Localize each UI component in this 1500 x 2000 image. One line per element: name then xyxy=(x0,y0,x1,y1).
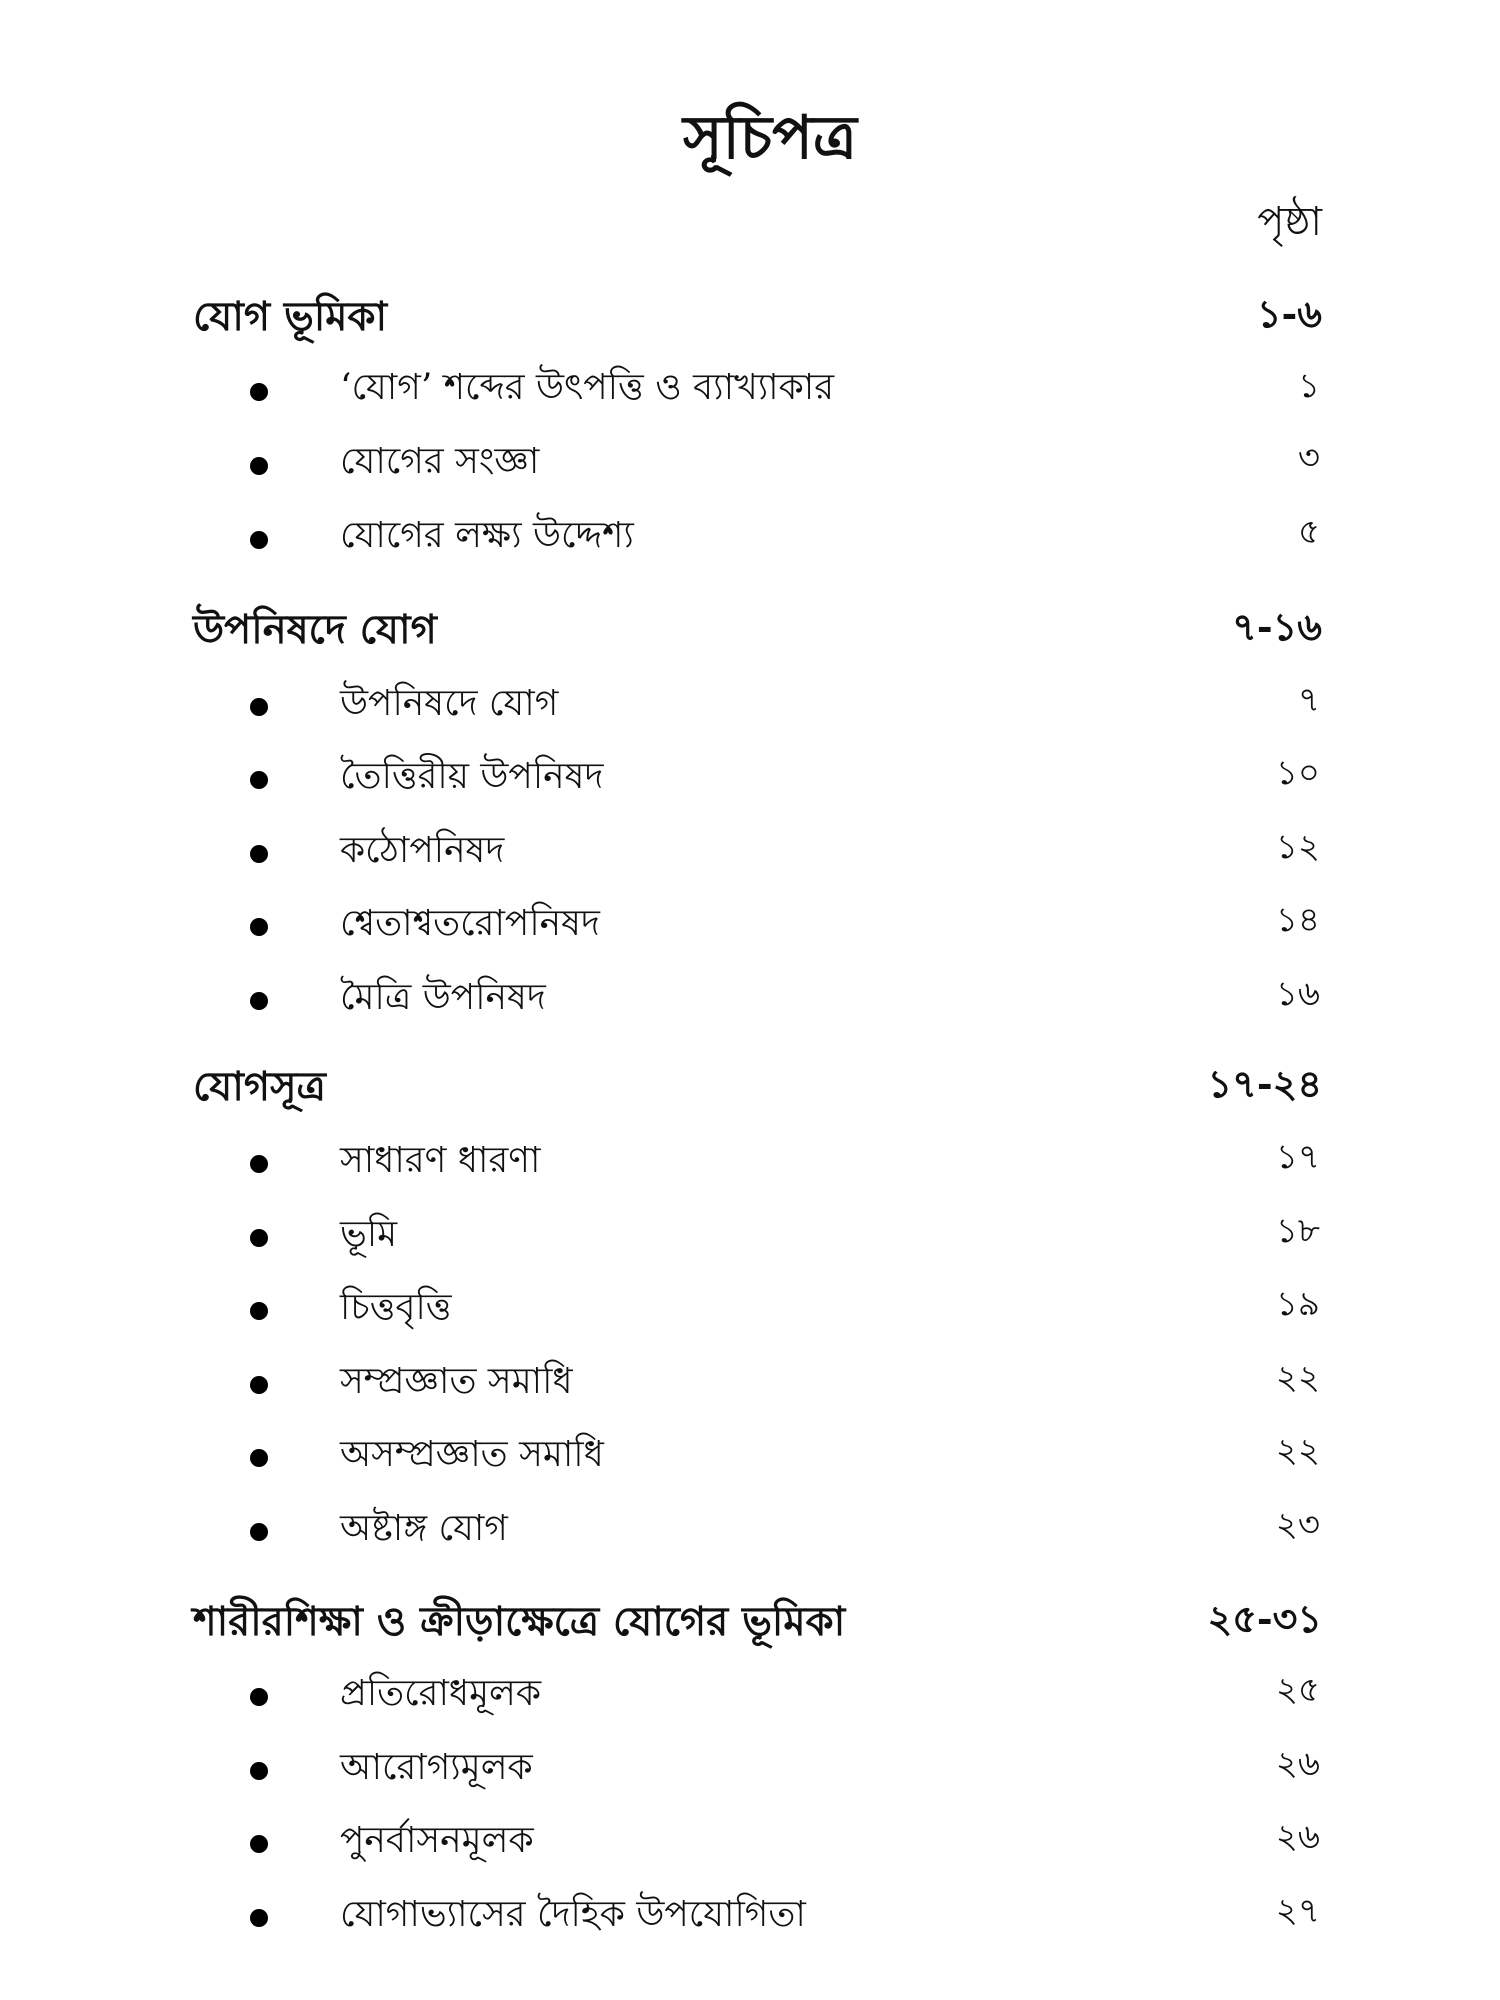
section-page-range: ৭-১৬ xyxy=(1232,604,1322,649)
bullet-icon xyxy=(250,1909,268,1927)
bullet-icon xyxy=(250,698,268,716)
toc-item-label: মৈত্রি উপনিষদ xyxy=(340,977,546,1018)
section-page-range: ১-৬ xyxy=(1256,291,1322,336)
toc-item-label: শ্বেতাশ্বতরোপনিষদ xyxy=(340,903,600,944)
toc-item-page: ১২ xyxy=(1275,827,1320,867)
toc-item-page: ২৬ xyxy=(1275,1817,1320,1857)
toc-item-page: ১০ xyxy=(1275,753,1320,793)
bullet-icon xyxy=(250,1762,268,1780)
section-title: উপনিষদে যোগ xyxy=(193,606,437,653)
toc-item-label: উপনিষদে যোগ xyxy=(340,683,559,724)
toc-item-page: ২৭ xyxy=(1275,1891,1320,1931)
toc-item-label: যোগাভ্যাসের দৈহিক উপযোগিতা xyxy=(340,1894,806,1935)
toc-item-page: ১ xyxy=(1297,366,1320,406)
toc-item-page: ২৫ xyxy=(1275,1670,1320,1710)
toc-item-label: ‘যোগ’ শব্দের উৎপত্তি ও ব্যাখ্যাকার xyxy=(340,367,835,408)
toc-item-label: ভূমি xyxy=(340,1214,398,1255)
page-title: সূচিপত্র xyxy=(683,103,857,173)
toc-item-label: পুনর্বাসনমূলক xyxy=(340,1820,534,1861)
page-column-header: পৃষ্ঠা xyxy=(1257,199,1322,245)
toc-item-label: সাধারণ ধারণা xyxy=(340,1140,541,1181)
toc-item-label: কঠোপনিষদ xyxy=(340,830,505,871)
toc-item-label: তৈত্তিরীয় উপনিষদ xyxy=(340,756,604,797)
toc-item-page: ২২ xyxy=(1275,1431,1320,1471)
toc-item-page: ১৮ xyxy=(1275,1211,1320,1251)
bullet-icon xyxy=(250,1155,268,1173)
section-title: যোগ ভূমিকা xyxy=(193,293,388,340)
bullet-icon xyxy=(250,918,268,936)
bullet-icon xyxy=(250,1302,268,1320)
toc-item-page: ৭ xyxy=(1297,680,1320,720)
bullet-icon xyxy=(250,1835,268,1853)
toc-item-label: অসম্প্রজ্ঞাত সমাধি xyxy=(340,1434,604,1475)
toc-item-page: ১৪ xyxy=(1275,900,1320,940)
bullet-icon xyxy=(250,531,268,549)
toc-item-page: ১৭ xyxy=(1275,1137,1320,1177)
toc-item-label: সম্প্রজ্ঞাত সমাধি xyxy=(340,1361,573,1402)
toc-item-page: ২৩ xyxy=(1275,1505,1320,1545)
toc-item-page: ৩ xyxy=(1297,438,1320,478)
bullet-icon xyxy=(250,383,268,401)
toc-item-label: প্রতিরোধমূলক xyxy=(340,1673,542,1714)
bullet-icon xyxy=(250,771,268,789)
bullet-icon xyxy=(250,1449,268,1467)
toc-item-label: অষ্টাঙ্গ যোগ xyxy=(340,1508,508,1549)
bullet-icon xyxy=(250,1229,268,1247)
bullet-icon xyxy=(250,845,268,863)
toc-item-label: যোগের লক্ষ্য উদ্দেশ্য xyxy=(340,515,634,556)
bullet-icon xyxy=(250,1523,268,1541)
bullet-icon xyxy=(250,457,268,475)
section-title: যোগসূত্র xyxy=(193,1063,326,1110)
toc-item-page: ২২ xyxy=(1275,1358,1320,1398)
toc-item-label: চিত্তবৃত্তি xyxy=(340,1287,452,1328)
bullet-icon xyxy=(250,1688,268,1706)
section-page-range: ২৫-৩১ xyxy=(1207,1596,1322,1641)
bullet-icon xyxy=(250,992,268,1010)
toc-item-page: ১৬ xyxy=(1275,974,1320,1014)
section-title: শারীরশিক্ষা ও ক্রীড়াক্ষেত্রে যোগের ভূমিকা xyxy=(193,1598,846,1645)
toc-item-page: ১৯ xyxy=(1275,1284,1320,1324)
section-page-range: ১৭-২৪ xyxy=(1207,1061,1322,1106)
toc-item-page: ২৬ xyxy=(1275,1744,1320,1784)
toc-item-label: যোগের সংজ্ঞা xyxy=(340,441,540,482)
toc-item-label: আরোগ্যমূলক xyxy=(340,1747,533,1788)
toc-item-page: ৫ xyxy=(1297,512,1320,552)
bullet-icon xyxy=(250,1376,268,1394)
